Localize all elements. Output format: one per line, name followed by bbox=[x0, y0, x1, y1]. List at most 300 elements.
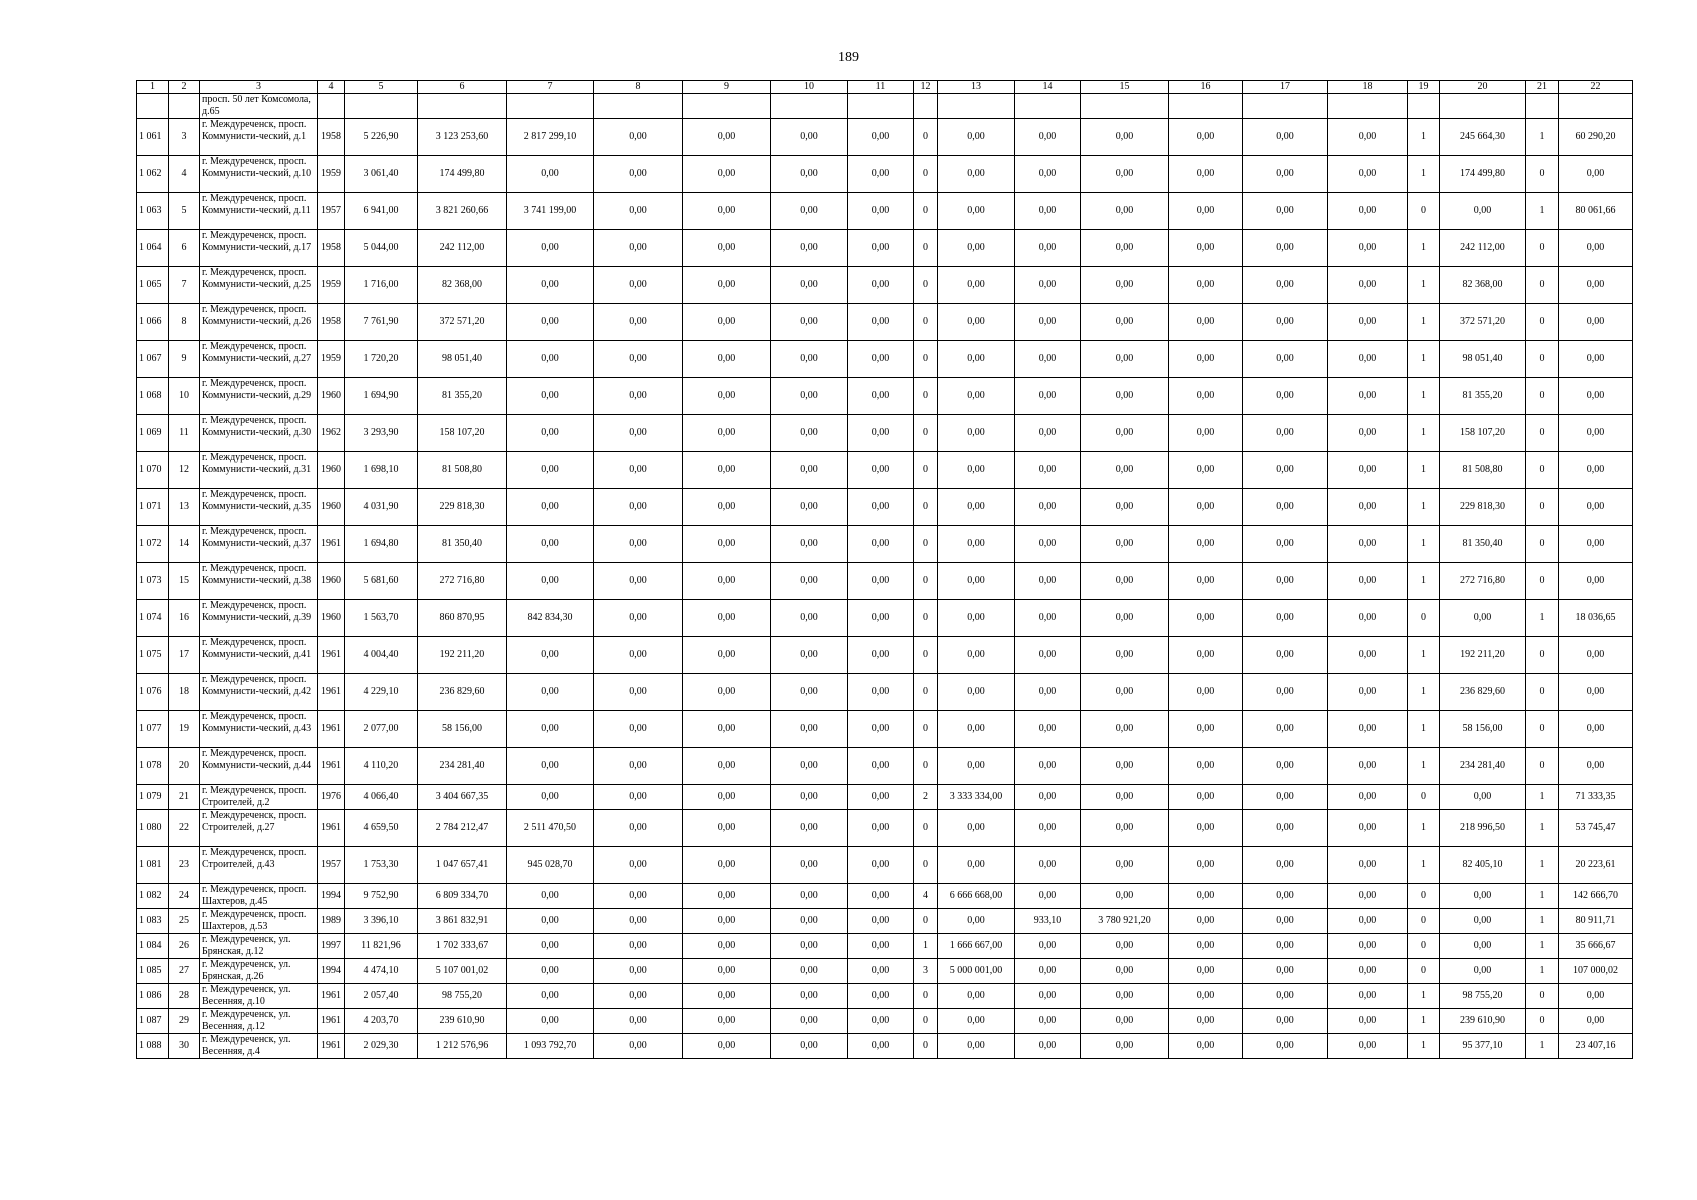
table-cell: 0,00 bbox=[594, 267, 683, 304]
table-cell bbox=[771, 94, 848, 119]
table-cell: 1961 bbox=[318, 984, 345, 1009]
address-cell: г. Междуреченск, просп. Шахтеров, д.45 bbox=[200, 884, 318, 909]
table-cell: 842 834,30 bbox=[507, 600, 594, 637]
table-cell: 7 761,90 bbox=[345, 304, 418, 341]
table-cell: 1 065 bbox=[137, 267, 169, 304]
address-cell: г. Междуреченск, просп. Строителей, д.27 bbox=[200, 810, 318, 847]
table-cell: 0,00 bbox=[771, 637, 848, 674]
table-cell: 0,00 bbox=[771, 526, 848, 563]
table-cell: 1 bbox=[1526, 1034, 1559, 1059]
table-cell: 0 bbox=[914, 674, 938, 711]
address-cell: г. Междуреченск, просп. Коммунисти-ческий, д.43 bbox=[200, 711, 318, 748]
table-cell: 1 698,10 bbox=[345, 452, 418, 489]
table-cell: 0,00 bbox=[594, 563, 683, 600]
table-cell: 1 bbox=[1408, 304, 1440, 341]
table-cell: 1 079 bbox=[137, 785, 169, 810]
table-cell: 0,00 bbox=[1081, 489, 1169, 526]
address-cell: г. Междуреченск, просп. Коммунисти-ческий, д.39 bbox=[200, 600, 318, 637]
address-cell: г. Междуреченск, просп. Строителей, д.2 bbox=[200, 785, 318, 810]
table-cell: 0 bbox=[914, 378, 938, 415]
table-cell: 80 061,66 bbox=[1559, 193, 1633, 230]
table-row bbox=[137, 230, 1633, 267]
table-cell: 0,00 bbox=[848, 934, 914, 959]
table-cell: 0,00 bbox=[683, 959, 771, 984]
table-cell: 0,00 bbox=[1243, 674, 1328, 711]
table-cell: 0,00 bbox=[938, 378, 1015, 415]
table-cell: 0,00 bbox=[848, 959, 914, 984]
table-cell: 1 093 792,70 bbox=[507, 1034, 594, 1059]
table-cell: 2 817 299,10 bbox=[507, 119, 594, 156]
table-cell: 71 333,35 bbox=[1559, 785, 1633, 810]
table-cell: 4 066,40 bbox=[345, 785, 418, 810]
table-cell: 0,00 bbox=[683, 341, 771, 378]
column-header: 2 bbox=[169, 81, 200, 94]
table-cell bbox=[1243, 94, 1328, 119]
table-cell: 5 681,60 bbox=[345, 563, 418, 600]
table-cell: 0,00 bbox=[1328, 304, 1408, 341]
table-cell: 0,00 bbox=[1243, 810, 1328, 847]
table-cell: 0,00 bbox=[507, 785, 594, 810]
table-cell: 0,00 bbox=[848, 600, 914, 637]
table-cell: 1 720,20 bbox=[345, 341, 418, 378]
table-cell: 28 bbox=[169, 984, 200, 1009]
address-cell: г. Междуреченск, просп. Коммунисти-ческий, д.44 bbox=[200, 748, 318, 785]
table-cell: 0 bbox=[1526, 526, 1559, 563]
table-cell bbox=[418, 94, 507, 119]
table-cell: 0,00 bbox=[1243, 847, 1328, 884]
table-cell: 0,00 bbox=[1328, 1034, 1408, 1059]
table-cell: 1 074 bbox=[137, 600, 169, 637]
table-cell: 1958 bbox=[318, 230, 345, 267]
table-cell: 0,00 bbox=[1081, 959, 1169, 984]
table-cell: 0,00 bbox=[1328, 230, 1408, 267]
table-cell: 0,00 bbox=[1169, 909, 1243, 934]
table-cell: 98 755,20 bbox=[418, 984, 507, 1009]
table-cell: 0 bbox=[914, 984, 938, 1009]
table-cell: 1 bbox=[1408, 452, 1440, 489]
table-cell: 13 bbox=[169, 489, 200, 526]
table-cell: 81 508,80 bbox=[1440, 452, 1526, 489]
table-cell: 1 072 bbox=[137, 526, 169, 563]
table-cell: 0,00 bbox=[1169, 415, 1243, 452]
table-cell: 0,00 bbox=[1169, 637, 1243, 674]
table-cell: 0,00 bbox=[848, 526, 914, 563]
table-cell: 1 bbox=[1526, 193, 1559, 230]
table-cell: 0,00 bbox=[683, 452, 771, 489]
table-cell: 2 077,00 bbox=[345, 711, 418, 748]
table-cell: 0,00 bbox=[507, 378, 594, 415]
table-cell: 0,00 bbox=[1243, 119, 1328, 156]
table-cell: 0,00 bbox=[594, 119, 683, 156]
table-cell: 0,00 bbox=[1243, 711, 1328, 748]
table-cell: 0,00 bbox=[938, 1034, 1015, 1059]
table-cell: 229 818,30 bbox=[1440, 489, 1526, 526]
table-cell: 0,00 bbox=[1328, 489, 1408, 526]
table-cell: 1 087 bbox=[137, 1009, 169, 1034]
table-cell: 192 211,20 bbox=[418, 637, 507, 674]
table-cell: 0,00 bbox=[771, 563, 848, 600]
table-cell: 0 bbox=[1526, 341, 1559, 378]
table-cell: 0,00 bbox=[1559, 1009, 1633, 1034]
table-cell: 0,00 bbox=[1081, 526, 1169, 563]
table-cell: 1 bbox=[1526, 959, 1559, 984]
table-cell: 1 077 bbox=[137, 711, 169, 748]
table-cell: 60 290,20 bbox=[1559, 119, 1633, 156]
table-cell: 0,00 bbox=[771, 304, 848, 341]
column-header: 5 bbox=[345, 81, 418, 94]
table-cell: 35 666,67 bbox=[1559, 934, 1633, 959]
table-cell: 17 bbox=[169, 637, 200, 674]
table-cell: 0,00 bbox=[938, 119, 1015, 156]
table-cell bbox=[594, 94, 683, 119]
header-row bbox=[137, 81, 1633, 94]
table-cell: 0,00 bbox=[683, 156, 771, 193]
table-cell: 1 067 bbox=[137, 341, 169, 378]
address-cell: г. Междуреченск, ул. Брянская, д.26 bbox=[200, 959, 318, 984]
table-cell: 0,00 bbox=[507, 984, 594, 1009]
table-cell: 3 123 253,60 bbox=[418, 119, 507, 156]
table-cell: 0,00 bbox=[594, 785, 683, 810]
table-cell: 0,00 bbox=[1328, 600, 1408, 637]
column-header: 22 bbox=[1559, 81, 1633, 94]
table-cell: 0,00 bbox=[594, 909, 683, 934]
table-cell: 0,00 bbox=[1243, 156, 1328, 193]
table-cell: 0,00 bbox=[771, 378, 848, 415]
table-cell: 0 bbox=[914, 230, 938, 267]
table-cell: 5 226,90 bbox=[345, 119, 418, 156]
table-cell: 242 112,00 bbox=[418, 230, 507, 267]
table-cell bbox=[1169, 94, 1243, 119]
table-cell: 0,00 bbox=[938, 193, 1015, 230]
table-cell: 0,00 bbox=[1328, 452, 1408, 489]
table-cell: 0,00 bbox=[1243, 267, 1328, 304]
table-cell: 0,00 bbox=[683, 600, 771, 637]
table-cell: 0,00 bbox=[1328, 984, 1408, 1009]
table-cell: 16 bbox=[169, 600, 200, 637]
table-cell: 0,00 bbox=[1559, 378, 1633, 415]
table-cell: 0,00 bbox=[938, 748, 1015, 785]
table-cell: 945 028,70 bbox=[507, 847, 594, 884]
table-cell: 0,00 bbox=[1015, 156, 1081, 193]
table-cell: 18 bbox=[169, 674, 200, 711]
table-cell: 0,00 bbox=[771, 909, 848, 934]
table-cell: 4 004,40 bbox=[345, 637, 418, 674]
table-cell: 0 bbox=[1526, 415, 1559, 452]
table-cell: 0,00 bbox=[1243, 959, 1328, 984]
table-cell: 1 047 657,41 bbox=[418, 847, 507, 884]
column-header: 15 bbox=[1081, 81, 1169, 94]
table-cell: 3 bbox=[169, 119, 200, 156]
table-cell: 0,00 bbox=[1440, 193, 1526, 230]
table-cell: 24 bbox=[169, 884, 200, 909]
table-cell: 4 474,10 bbox=[345, 959, 418, 984]
table-cell: 0,00 bbox=[848, 884, 914, 909]
table-cell: 0,00 bbox=[1243, 193, 1328, 230]
table-cell: 1 563,70 bbox=[345, 600, 418, 637]
table-cell: 0,00 bbox=[1015, 563, 1081, 600]
address-cell: г. Междуреченск, ул. Весенняя, д.10 bbox=[200, 984, 318, 1009]
address-cell: г. Междуреченск, ул. Брянская, д.12 bbox=[200, 934, 318, 959]
table-cell: 19 bbox=[169, 711, 200, 748]
table-cell: 0,00 bbox=[938, 984, 1015, 1009]
table-cell: 1 bbox=[1526, 934, 1559, 959]
table-cell: 0,00 bbox=[1081, 810, 1169, 847]
table-cell: 0,00 bbox=[771, 452, 848, 489]
table-row bbox=[137, 674, 1633, 711]
table-cell: 1961 bbox=[318, 1009, 345, 1034]
table-cell: 8 bbox=[169, 304, 200, 341]
table-cell: 372 571,20 bbox=[1440, 304, 1526, 341]
table-cell: 1 bbox=[914, 934, 938, 959]
table-row bbox=[137, 959, 1633, 984]
table-cell: 0 bbox=[1526, 637, 1559, 674]
table-cell: 0,00 bbox=[771, 711, 848, 748]
table-cell: 0,00 bbox=[848, 637, 914, 674]
table-cell: 1960 bbox=[318, 600, 345, 637]
table-cell: 0,00 bbox=[1559, 711, 1633, 748]
table-cell: 272 716,80 bbox=[1440, 563, 1526, 600]
table-cell: 0,00 bbox=[848, 810, 914, 847]
table-cell: 0,00 bbox=[1559, 267, 1633, 304]
table-cell: 0,00 bbox=[1081, 1009, 1169, 1034]
table-cell: 0,00 bbox=[1440, 785, 1526, 810]
table-cell: 0,00 bbox=[683, 378, 771, 415]
table-cell: 0,00 bbox=[683, 267, 771, 304]
table-cell: 1997 bbox=[318, 934, 345, 959]
table-cell: 0,00 bbox=[1169, 1009, 1243, 1034]
table-cell: 1 084 bbox=[137, 934, 169, 959]
table-cell: 0,00 bbox=[848, 674, 914, 711]
table-cell: 0,00 bbox=[1169, 230, 1243, 267]
table-cell: 0,00 bbox=[1559, 304, 1633, 341]
table-cell: 0,00 bbox=[683, 748, 771, 785]
table-cell: 0,00 bbox=[594, 193, 683, 230]
table-cell: 20 bbox=[169, 748, 200, 785]
table-cell: 0,00 bbox=[683, 785, 771, 810]
table-cell: 0,00 bbox=[938, 267, 1015, 304]
table-cell: 0,00 bbox=[771, 884, 848, 909]
column-header: 7 bbox=[507, 81, 594, 94]
address-cell: г. Междуреченск, просп. Коммунисти-ческий, д.42 bbox=[200, 674, 318, 711]
table-cell: 0,00 bbox=[938, 563, 1015, 600]
table-cell: 0 bbox=[1526, 156, 1559, 193]
table-cell: 0,00 bbox=[848, 1009, 914, 1034]
column-header: 13 bbox=[938, 81, 1015, 94]
table-cell: 1 bbox=[1526, 909, 1559, 934]
table-cell: 0,00 bbox=[771, 674, 848, 711]
table-cell: 53 745,47 bbox=[1559, 810, 1633, 847]
table-cell: 0,00 bbox=[507, 267, 594, 304]
table-cell: 0,00 bbox=[848, 452, 914, 489]
table-cell: 0 bbox=[1526, 674, 1559, 711]
table-cell: 1 bbox=[1408, 847, 1440, 884]
table-cell: 0,00 bbox=[1015, 984, 1081, 1009]
table-cell: 0,00 bbox=[507, 415, 594, 452]
table-cell: 0,00 bbox=[1243, 526, 1328, 563]
table-cell: 0,00 bbox=[683, 1009, 771, 1034]
table-cell: 0,00 bbox=[683, 489, 771, 526]
table-cell: 1957 bbox=[318, 193, 345, 230]
table-cell: 0,00 bbox=[771, 847, 848, 884]
table-cell: 0,00 bbox=[1328, 267, 1408, 304]
table-cell: 0,00 bbox=[1328, 156, 1408, 193]
table-cell: 1 bbox=[1408, 674, 1440, 711]
table-cell: 0,00 bbox=[848, 230, 914, 267]
address-cell: г. Междуреченск, просп. Коммунисти-ческий, д.10 bbox=[200, 156, 318, 193]
address-cell: г. Междуреченск, просп. Шахтеров, д.53 bbox=[200, 909, 318, 934]
address-cell: г. Междуреченск, просп. Коммунисти-ческий, д.41 bbox=[200, 637, 318, 674]
table-cell: 0 bbox=[914, 415, 938, 452]
table-cell: 82 405,10 bbox=[1440, 847, 1526, 884]
table-cell: 11 821,96 bbox=[345, 934, 418, 959]
column-header: 8 bbox=[594, 81, 683, 94]
table-cell: 1 bbox=[1408, 415, 1440, 452]
column-header: 16 bbox=[1169, 81, 1243, 94]
table-cell: 0,00 bbox=[1328, 193, 1408, 230]
table-cell: 0,00 bbox=[771, 119, 848, 156]
table-cell: 0,00 bbox=[771, 810, 848, 847]
table-cell: 0,00 bbox=[1081, 378, 1169, 415]
table-cell: 0,00 bbox=[1328, 909, 1408, 934]
table-cell: 0,00 bbox=[938, 847, 1015, 884]
table-cell: 1 bbox=[1526, 884, 1559, 909]
table-cell: 1 bbox=[1526, 810, 1559, 847]
table-cell: 0,00 bbox=[1559, 415, 1633, 452]
table-cell: 4 031,90 bbox=[345, 489, 418, 526]
table-cell: 0,00 bbox=[594, 526, 683, 563]
table-cell: 933,10 bbox=[1015, 909, 1081, 934]
table-cell: 0,00 bbox=[1328, 847, 1408, 884]
table-row bbox=[137, 156, 1633, 193]
table-cell bbox=[1440, 94, 1526, 119]
table-cell: 0,00 bbox=[1559, 748, 1633, 785]
table-cell: 0,00 bbox=[1559, 563, 1633, 600]
table-cell bbox=[1328, 94, 1408, 119]
column-header: 10 bbox=[771, 81, 848, 94]
table-cell: 0,00 bbox=[1243, 909, 1328, 934]
table-cell: 0,00 bbox=[594, 711, 683, 748]
table-cell: 82 368,00 bbox=[1440, 267, 1526, 304]
table-cell: 0,00 bbox=[1328, 415, 1408, 452]
table-cell: 4 bbox=[914, 884, 938, 909]
table-cell: 0,00 bbox=[507, 748, 594, 785]
table-cell: 0,00 bbox=[1081, 156, 1169, 193]
table-cell: 0,00 bbox=[1243, 785, 1328, 810]
table-cell: 0,00 bbox=[1169, 600, 1243, 637]
table-cell: 0,00 bbox=[1015, 674, 1081, 711]
table-cell bbox=[938, 94, 1015, 119]
table-cell: 29 bbox=[169, 1009, 200, 1034]
table-cell: 0,00 bbox=[683, 119, 771, 156]
table-cell: 0,00 bbox=[594, 748, 683, 785]
table-cell: 1957 bbox=[318, 847, 345, 884]
column-header: 17 bbox=[1243, 81, 1328, 94]
table-cell: 0,00 bbox=[771, 748, 848, 785]
table-cell: 0,00 bbox=[594, 984, 683, 1009]
table-cell: 0,00 bbox=[683, 711, 771, 748]
table-cell: 58 156,00 bbox=[1440, 711, 1526, 748]
table-cell: 0,00 bbox=[1243, 984, 1328, 1009]
table-cell: 3 821 260,66 bbox=[418, 193, 507, 230]
table-cell: 0,00 bbox=[1015, 415, 1081, 452]
table-cell: 0 bbox=[914, 600, 938, 637]
table-cell: 1994 bbox=[318, 959, 345, 984]
table-cell: 0,00 bbox=[1081, 847, 1169, 884]
address-cell: г. Междуреченск, просп. Коммунисти-ческий, д.35 bbox=[200, 489, 318, 526]
table-cell: 0,00 bbox=[1015, 748, 1081, 785]
table-cell: 0,00 bbox=[1015, 230, 1081, 267]
table-cell: 2 bbox=[914, 785, 938, 810]
table-cell: 0,00 bbox=[771, 1034, 848, 1059]
table-cell: 0,00 bbox=[771, 785, 848, 810]
table-cell: 0,00 bbox=[1559, 156, 1633, 193]
table-cell: 0,00 bbox=[1328, 810, 1408, 847]
table-cell: 0,00 bbox=[771, 156, 848, 193]
table-cell: 0 bbox=[1408, 934, 1440, 959]
table-cell: 0,00 bbox=[771, 984, 848, 1009]
table-cell: 0,00 bbox=[1081, 674, 1169, 711]
table-row bbox=[137, 526, 1633, 563]
table-cell: 1 bbox=[1408, 1034, 1440, 1059]
table-cell: 3 741 199,00 bbox=[507, 193, 594, 230]
table-cell: 0 bbox=[1526, 304, 1559, 341]
table-cell: 0,00 bbox=[1328, 711, 1408, 748]
table-row bbox=[137, 94, 1633, 119]
table-row bbox=[137, 909, 1633, 934]
table-cell: 0,00 bbox=[1440, 909, 1526, 934]
table-cell: 6 666 668,00 bbox=[938, 884, 1015, 909]
table-cell: 0,00 bbox=[1328, 1009, 1408, 1034]
table-cell: 0 bbox=[1526, 748, 1559, 785]
table-cell: 81 355,20 bbox=[418, 378, 507, 415]
table-cell: 0 bbox=[1408, 884, 1440, 909]
table-cell: 174 499,80 bbox=[1440, 156, 1526, 193]
table-row bbox=[137, 600, 1633, 637]
table-cell: 0,00 bbox=[594, 810, 683, 847]
table-cell: 0,00 bbox=[1169, 934, 1243, 959]
table-cell: 0,00 bbox=[1015, 1034, 1081, 1059]
table-cell: 0,00 bbox=[1243, 1009, 1328, 1034]
table-cell: 0,00 bbox=[771, 341, 848, 378]
address-cell: г. Междуреченск, просп. Коммунисти-ческий, д.29 bbox=[200, 378, 318, 415]
table-cell: 0,00 bbox=[683, 526, 771, 563]
table-cell: 0,00 bbox=[1081, 711, 1169, 748]
table-row bbox=[137, 711, 1633, 748]
table-cell: 0 bbox=[914, 267, 938, 304]
table-cell: 1 bbox=[1408, 378, 1440, 415]
table-cell: 272 716,80 bbox=[418, 563, 507, 600]
table-cell: 0 bbox=[1408, 193, 1440, 230]
table-cell: 158 107,20 bbox=[1440, 415, 1526, 452]
table-cell: 3 bbox=[914, 959, 938, 984]
table-cell: 0 bbox=[914, 810, 938, 847]
table-cell: 0,00 bbox=[1169, 193, 1243, 230]
table-cell: 0,00 bbox=[1015, 119, 1081, 156]
table-cell: 5 044,00 bbox=[345, 230, 418, 267]
table-cell: 0,00 bbox=[1015, 304, 1081, 341]
table-cell: 0,00 bbox=[1243, 934, 1328, 959]
table-cell: 1961 bbox=[318, 810, 345, 847]
table-cell: 1989 bbox=[318, 909, 345, 934]
column-header: 21 bbox=[1526, 81, 1559, 94]
table-cell: 26 bbox=[169, 934, 200, 959]
table-cell: 0,00 bbox=[1243, 341, 1328, 378]
table-row bbox=[137, 452, 1633, 489]
table-cell: 0,00 bbox=[848, 267, 914, 304]
table-cell: 1 bbox=[1408, 711, 1440, 748]
table-cell: 0,00 bbox=[1081, 637, 1169, 674]
table-cell: 0,00 bbox=[594, 378, 683, 415]
